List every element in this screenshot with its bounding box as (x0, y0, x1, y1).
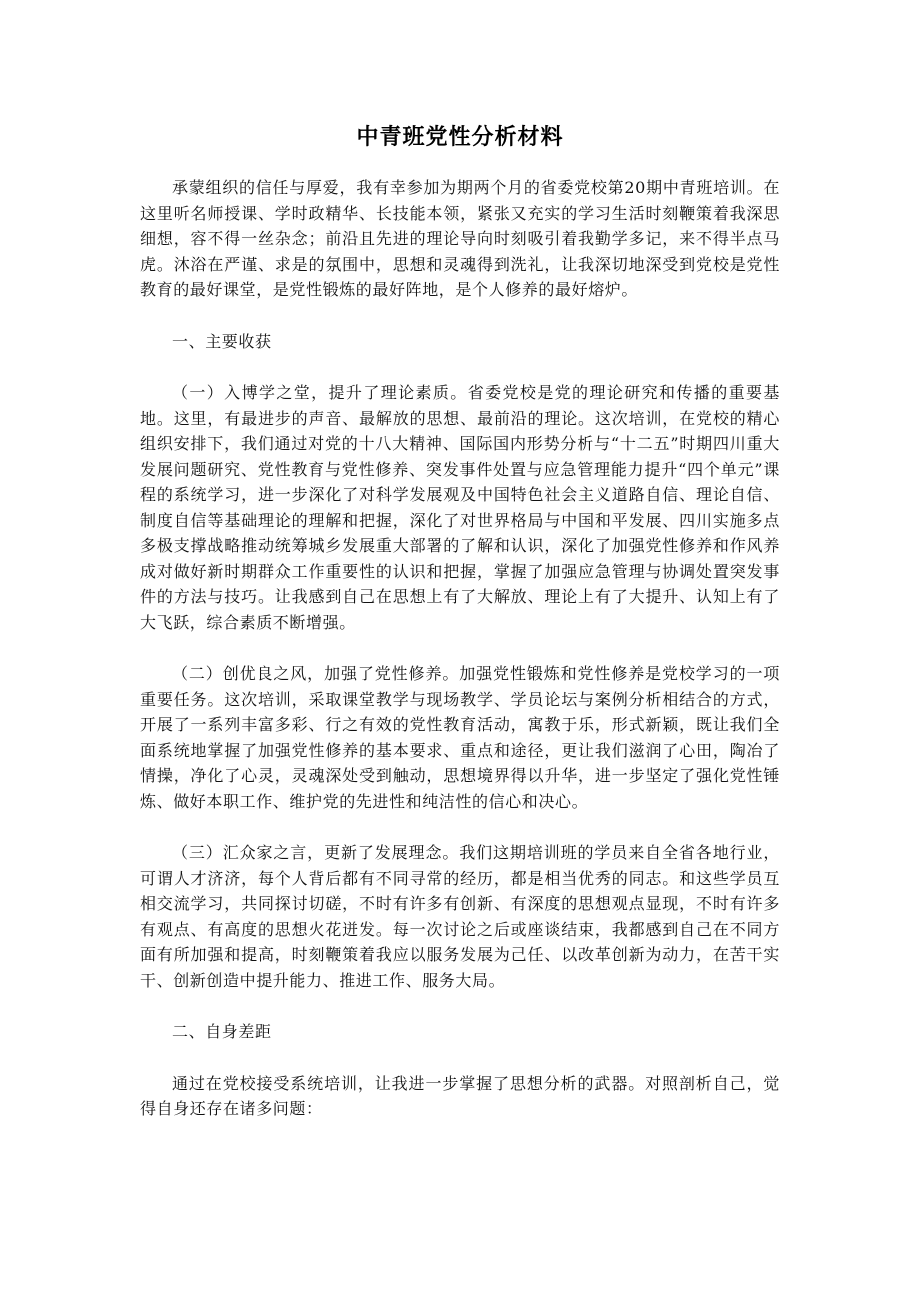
gain-item-development-concepts: （三）汇众家之言，更新了发展理念。我们这期培训班的学员来自全省各地行业，可谓人才济济，每个人背后都有不同寻常的经历，都是相当优秀的同志。和这些学员互相交流学习，共同探讨切磋，不时有许多有创新、有深度的思想观点显现，不时有许多有观点、有高度的思想火花迸发。每一次讨论之后或座谈结束，我都感到自己在不同方面有所加强和提高，时刻鞭策着我应以服务发展为己任、以改革创新为动力，在苦干实干、创新创造中提升能力、推进工作、服务大局。 (140, 843, 780, 990)
section-heading-shortcomings: 二、自身差距 (172, 1022, 272, 1041)
section-heading-main-gains: 一、主要收获 (172, 331, 272, 351)
document-body (140, 175, 780, 1148)
intro-paragraph: 承蒙组织的信任与厚爱，我有幸参加为期两个月的省委党校第20期中青班培训。在这里听名师授课、学时政精华、长技能本领，紧张又充实的学习生活时刻鞭策着我深思细想，容不得一丝杂念；前沿且先进的理论导向时刻吸引着我勤学多记，来不得半点马虎。沐浴在严谨、求是的氛围中，思想和灵魂得到洗礼，让我深切地深受到党校是党性教育的最好课堂，是党性锻炼的最好阵地，是个人修养的最好熔炉。 (140, 178, 780, 299)
document-title: 中青班党性分析材料 (356, 125, 564, 150)
gain-item-theory: （一）入博学之堂，提升了理论素质。省委党校是党的理论研究和传播的重要基地。这里，有最进步的声音、最解放的思想、最前沿的理论。这次培训，在党校的精心组织安排下，我们通过对党的十八大精神、国际国内形势分析与“十二五”时期四川重大发展问题研究、党性教育与党性修养、突发事件处置与应急管理能力提升“四个单元”课程的系统学习，进一步深化了对科学发展观及中国特色社会主义道路自信、理论自信、制度自信等基础理论的理解和把握，深化了对世界格局与中国和平发展、四川实施多点多极支撑战略推动统筹城乡发展重大部署的了解和认识，深化了加强党性修养和作风养成对做好新时期群众工作重要性的认识和把握，掌握了加强应急管理与协调处置突发事件的方法与技巧。让我感到自己在思想上有了大解放、理论上有了大提升、认知上有了大飞跃，综合素质不断增强。 (140, 383, 780, 632)
gain-item-party-spirit: （二）创优良之风，加强了党性修养。加强党性锻炼和党性修养是党校学习的一项重要任务。这次培训，采取课堂教学与现场教学、学员论坛与案例分析相结合的方式，开展了一系列丰富多彩、行之有效的党性教育活动，寓教于乐，形式新颖，既让我们全面系统地掌握了加强党性修养的基本要求、重点和途径，更让我们滋润了心田，陶冶了情操，净化了心灵，灵魂深处受到触动，思想境界得以升华，进一步坚定了强化党性锤炼、做好本职工作、维护党的先进性和纯洁性的信心和决心。 (140, 664, 780, 811)
closing-paragraph: 通过在党校接受系统培训，让我进一步掌握了思想分析的武器。对照剖析自己，觉得自身还存在诸多问题： (140, 1073, 780, 1118)
